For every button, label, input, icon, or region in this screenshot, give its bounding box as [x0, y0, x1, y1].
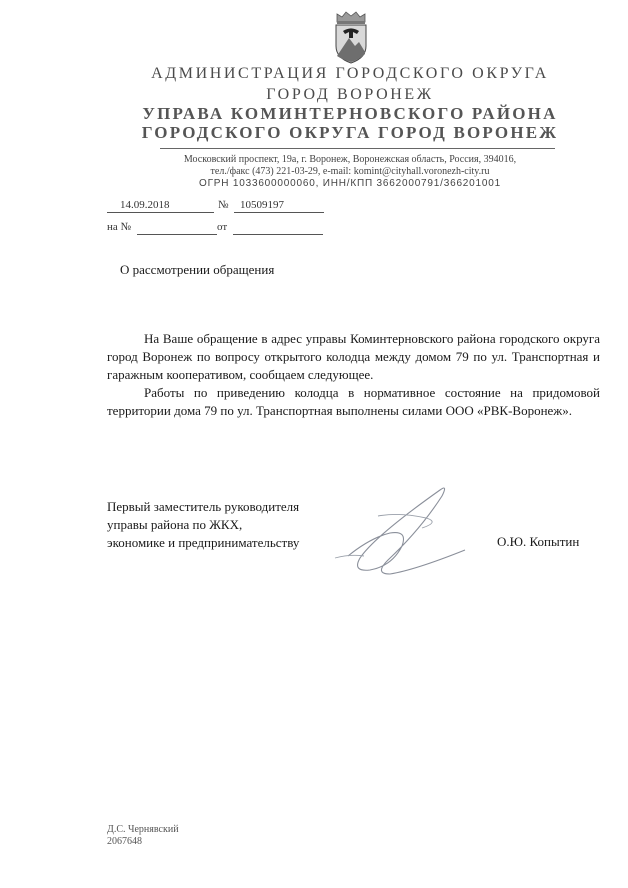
registration-number-label: №	[218, 199, 229, 211]
body-paragraph-2: Работы по приведению колодца в нормативное состояние на придомовой территории дома 79 по ул. Транспортная выполнены силами ООО «РВК-Воронеж».	[107, 385, 600, 418]
registration-number-value: 10509197	[240, 199, 284, 211]
registration-date-underline	[107, 212, 214, 213]
signatory-position	[107, 498, 299, 552]
registration-number-underline	[234, 212, 324, 213]
contact-address: Московский проспект, 19а, г. Воронеж, Воронежская область, Россия, 394016,	[183, 154, 517, 165]
coat-of-arms-icon	[331, 10, 371, 64]
registration-number	[240, 199, 284, 211]
contact-ogrn-inn: ОГРН 1033600000060, ИНН/КПП 3662000791/366201001	[199, 178, 501, 189]
registration-date-value: 14.09.2018	[120, 199, 170, 211]
executor-phone: 2067648	[107, 836, 142, 847]
reference-date-underline	[233, 234, 323, 235]
reference-date-label: от	[217, 221, 228, 233]
signatory-name: О.Ю. Копытин	[497, 534, 580, 549]
reference-number	[107, 221, 131, 233]
header-divider	[160, 148, 555, 149]
executor-info	[107, 824, 179, 848]
reference-number-underline	[137, 234, 217, 235]
reference-number-label: на №	[107, 221, 132, 233]
contact-phone-email: тел./факс (473) 221-03-29, e-mail: komint@cityhall.voronezh-city.ru	[210, 166, 490, 177]
handwritten-signature	[330, 478, 480, 583]
letter-subject: О рассмотрении обращения	[120, 262, 275, 277]
signatory-position-line-1: Первый заместитель руководителя	[107, 499, 300, 514]
registration-date	[120, 199, 170, 211]
administration-title-line-1: АДМИНИСТРАЦИЯ ГОРОДСКОГО ОКРУГА	[151, 65, 549, 82]
executor-name: Д.С. Чернявский	[107, 824, 179, 835]
body-paragraph-1: На Ваше обращение в адрес управы Коминтерновского района городского округа город Воронеж по вопросу открытого колодца между домом 79 по ул. Транспортная и гаражным кооперативом, сообщаем следующее.	[107, 331, 600, 382]
letter-body	[107, 330, 600, 420]
signatory-position-line-3: экономике и предпринимательству	[107, 535, 300, 550]
signatory-position-line-2: управы района по ЖКХ,	[107, 517, 243, 532]
uprava-title-line-1: УПРАВА КОМИНТЕРНОВСКОГО РАЙОНА	[142, 104, 558, 123]
uprava-title-line-2: ГОРОДСКОГО ОКРУГА ГОРОД ВОРОНЕЖ	[141, 123, 559, 142]
administration-title-line-2: ГОРОД ВОРОНЕЖ	[266, 86, 434, 103]
reference-date	[217, 221, 227, 233]
